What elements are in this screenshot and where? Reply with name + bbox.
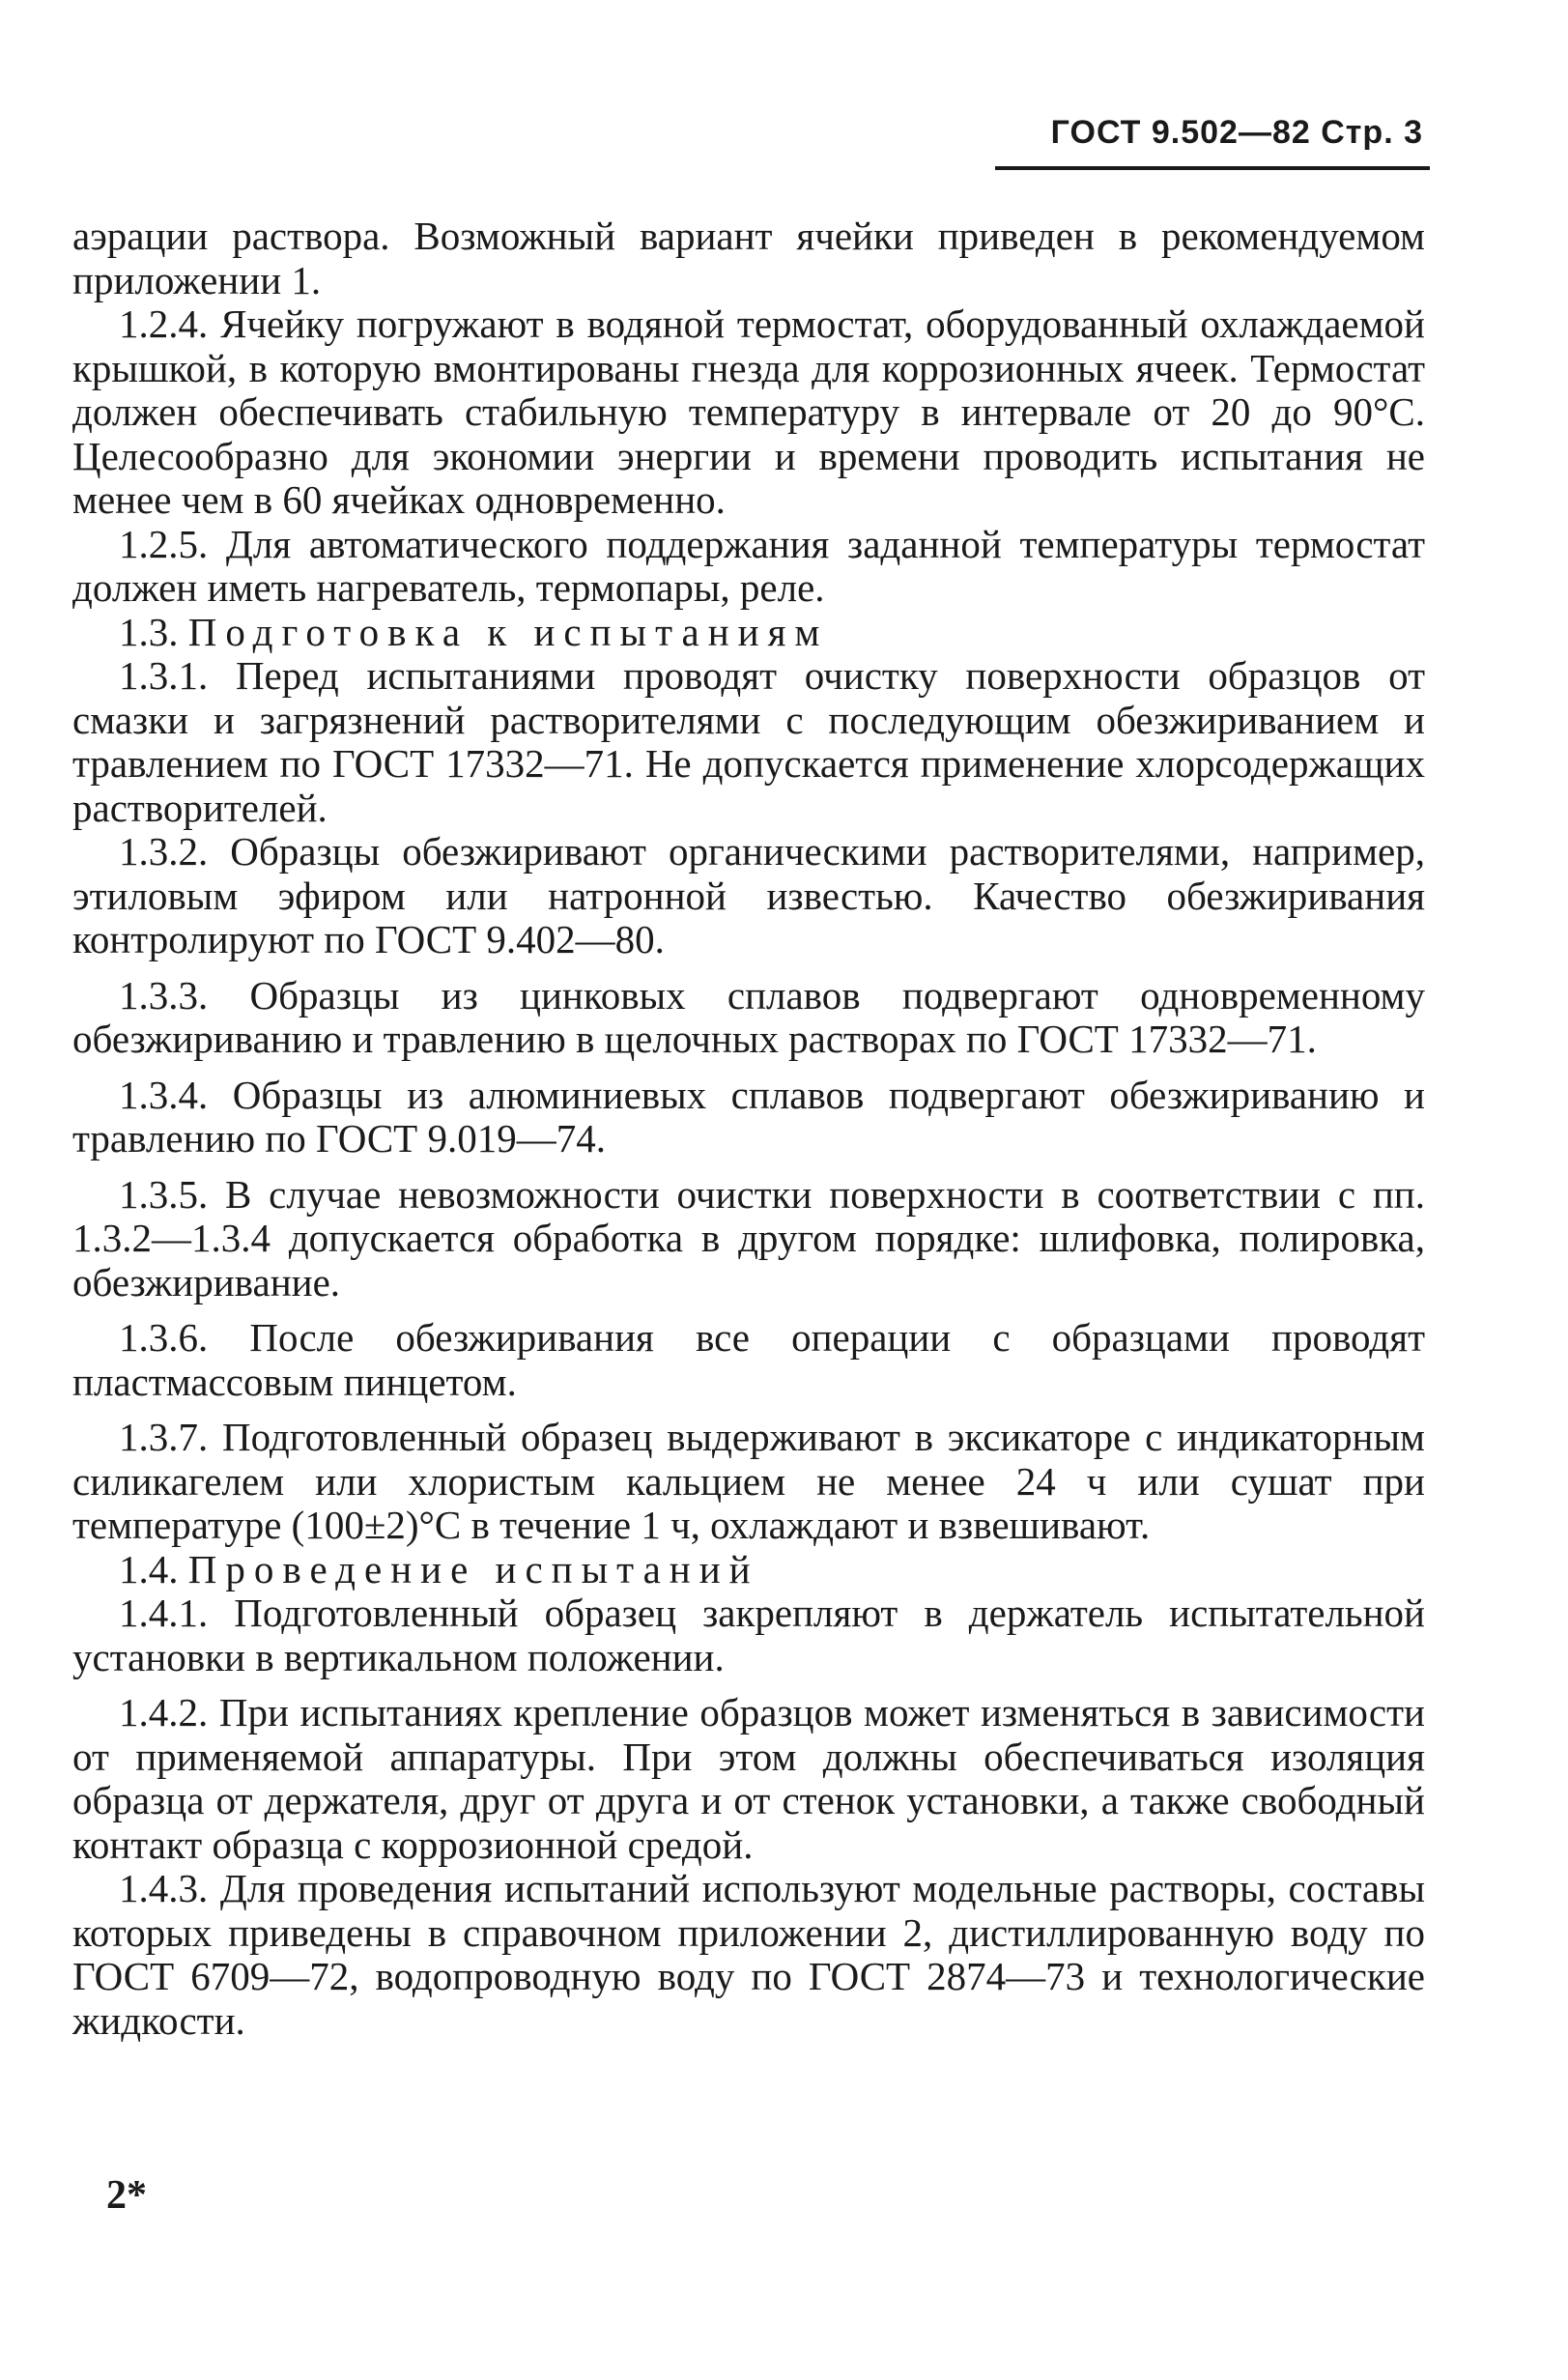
paragraph-1-3-7: 1.3.7. Подготовленный образец выдерживают в эксикаторе с индикаторным силикагелем или хлористым кальцием не менее 24 ч или сушат при температуре (100±2)°С в течение 1 ч, охлаждают и взвешивают. [72,1415,1425,1547]
paragraph-1-4-2: 1.4.2. При испытаниях крепление образцов может изменяться в зависимости от применяемой аппаратуры. При этом должны обеспечиваться изоляция образца от держателя, друг от друга и от стенок установки, а также свободный контакт образца с коррозионной средой. [72,1690,1425,1867]
paragraph-1-3-2: 1.3.2. Образцы обезжиривают органическими растворителями, например, этиловым эфиром или натронной известью. Качество обезжиривания контролируют по ГОСТ 9.402—80. [72,829,1425,961]
paragraph-1-3-5: 1.3.5. В случае невозможности очистки поверхности в соответствии с пп. 1.3.2—1.3.4 допускается обработка в другом порядке: шлифовка, полировка, обезжиривание. [72,1171,1425,1305]
paragraph-1-2-4: 1.2.4. Ячейку погружают в водяной термостат, оборудованный охлаждаемой крышкой, в которую вмонтированы гнезда для коррозионных ячеек. Термостат должен обеспечивать стабильную температуру в интервале от 20 до 90°С. Целесообразно для экономии энергии и времени проводить испытания не менее чем в 60 ячейках одновременно. [72,301,1425,522]
paragraph-1-4-3: 1.4.3. Для проведения испытаний используют модельные растворы, составы которых приведены в справочном приложении 2, дистиллированную воду по ГОСТ 6709—72, водопроводную воду по ГОСТ 2874—73 и технологические жидкости. [72,1866,1425,2043]
paragraph-continuation: аэрации раствора. Возможный вариант ячейки приведен в рекомендуемом приложении 1. [72,214,1425,302]
paragraph-1-3-6: 1.3.6. После обезжиривания все операции с образцами проводят пластмассовым пинцетом. [72,1315,1425,1404]
section-title: Подготовка к испытаниям [187,609,829,654]
page-footnote-mark: 2* [106,2173,147,2218]
body-text [72,215,1425,2043]
section-heading-testing [72,1548,1425,1592]
section-heading-preparation [72,611,1425,655]
paragraph-1-3-3: 1.3.3. Образцы из цинковых сплавов подвергают одновременному обезжириванию и травлению в щелочных растворах по ГОСТ 17332—71. [72,972,1425,1061]
paragraph-1-3-1: 1.3.1. Перед испытаниями проводят очистку поверхности образцов от смазки и загрязнений растворителями с последующим обезжириванием и травлением по ГОСТ 17332—71. Не допускается применение хлорсодержащих растворителей. [72,653,1425,830]
section-number: 1.4. [119,1546,179,1591]
page-header: ГОСТ 9.502—82 Стр. 3 [1050,114,1423,151]
section-title: Проведение испытаний [187,1546,759,1591]
section-number: 1.3. [119,609,179,654]
paragraph-1-4-1: 1.4.1. Подготовленный образец закрепляют в держатель испытательной установки в вертикальном положении. [72,1591,1425,1679]
header-rule [995,166,1430,170]
paragraph-1-2-5: 1.2.5. Для автоматического поддержания заданной температуры термостат должен иметь нагреватель, термопары, реле. [72,521,1425,610]
paragraph-1-3-4: 1.3.4. Образцы из алюминиевых сплавов подвергают обезжириванию и травлению по ГОСТ 9.019—74. [72,1072,1425,1161]
